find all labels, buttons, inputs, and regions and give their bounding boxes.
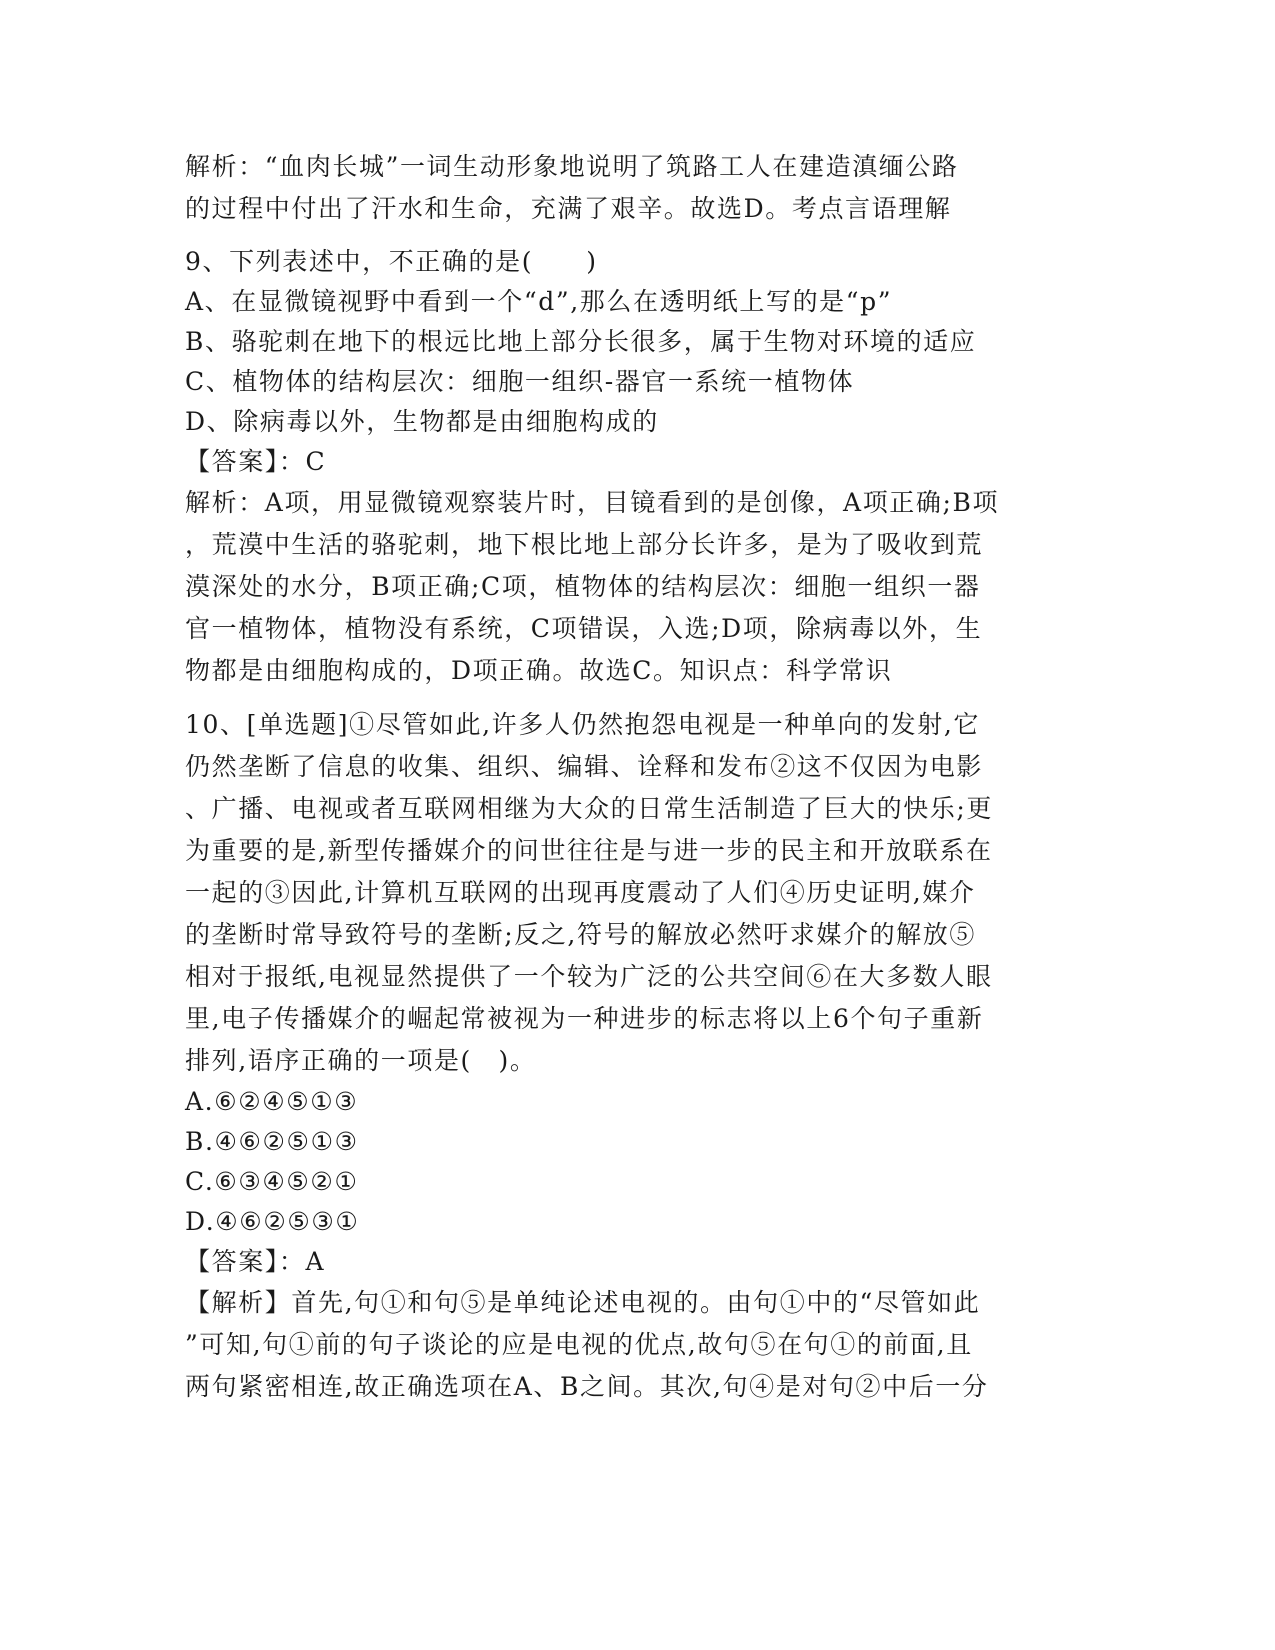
question-9-analysis-line: 解析：A项，用显微镜观察装片时，目镜看到的是创像，A项正确;B项 bbox=[185, 488, 1000, 517]
text-line: 解析：“血肉长城”一词生动形象地说明了筑路工人在建造滇缅公路 bbox=[185, 152, 959, 181]
question-10-stem-line: 仍然垄断了信息的收集、组织、编辑、诠释和发布②这不仅因为电影 bbox=[185, 752, 984, 781]
question-10-analysis-line: 两句紧密相连,故正确选项在A、B之间。其次,句④是对句②中后一分 bbox=[185, 1372, 989, 1401]
question-9-analysis-line: 官一植物体，植物没有系统，C项错误，入选;D项，除病毒以外，生 bbox=[185, 614, 983, 643]
question-9-answer: 【答案】：C bbox=[185, 447, 327, 476]
paragraph-gap bbox=[185, 230, 1055, 242]
paragraph-gap bbox=[185, 692, 1055, 704]
question-10-stem-line: 10、[单选题]①尽管如此,许多人仍然抱怨电视是一种单向的发射,它 bbox=[185, 710, 981, 739]
document-body bbox=[185, 146, 1055, 1408]
question-9-analysis-line: ，荒漠中生活的骆驼刺，地下根比地上部分长许多，是为了吸收到荒 bbox=[185, 530, 984, 559]
text-line: 的过程中付出了汗水和生命，充满了艰辛。故选D。考点言语理解 bbox=[185, 194, 952, 223]
question-10 bbox=[185, 704, 1055, 1408]
question-10-stem-line: 相对于报纸,电视显然提供了一个较为广泛的公共空间⑥在大多数人眼 bbox=[185, 962, 993, 991]
question-9 bbox=[185, 242, 1055, 692]
question-9-option-b: B、骆驼刺在地下的根远比地上部分长很多，属于生物对环境的适应 bbox=[185, 327, 977, 356]
question-9-analysis-line: 漠深处的水分，B项正确;C项，植物体的结构层次：细胞一组织一器 bbox=[185, 572, 981, 601]
question-10-stem-line: 排列,语序正确的一项是( )。 bbox=[185, 1046, 537, 1075]
question-9-analysis-line: 物都是由细胞构成的，D项正确。故选C。知识点：科学常识 bbox=[185, 656, 893, 685]
question-10-option-b: B.④⑥②⑤①③ bbox=[185, 1127, 359, 1156]
question-10-option-c: C.⑥③④⑤②① bbox=[185, 1167, 359, 1196]
question-9-option-a: A、在显微镜视野中看到一个“d”,那么在透明纸上写的是“p” bbox=[185, 287, 893, 316]
question-9-option-d: D、除病毒以外，生物都是由细胞构成的 bbox=[185, 407, 659, 436]
question-10-stem-line: 一起的③因此,计算机互联网的出现再度震动了人们④历史证明,媒介 bbox=[185, 878, 976, 907]
question-10-stem-line: 为重要的是,新型传播媒介的问世往往是与进一步的民主和开放联系在 bbox=[185, 836, 993, 865]
question-9-stem: 9、下列表述中，不正确的是( ) bbox=[185, 247, 598, 276]
question-9-option-c: C、植物体的结构层次：细胞一组织-器官一系统一植物体 bbox=[185, 367, 855, 396]
question-10-analysis-line: 【解析】首先,句①和句⑤是单纯论述电视的。由句①中的“尽管如此 bbox=[185, 1288, 981, 1317]
question-8-analysis bbox=[185, 146, 1055, 230]
question-10-option-d: D.④⑥②⑤③① bbox=[185, 1207, 360, 1236]
question-10-stem-line: 的垄断时常导致符号的垄断;反之,符号的解放必然吁求媒介的解放⑤ bbox=[185, 920, 976, 949]
question-10-option-a: A.⑥②④⑤①③ bbox=[185, 1087, 359, 1116]
question-10-answer: 【答案】：A bbox=[185, 1247, 326, 1276]
question-10-analysis-line: ”可知,句①前的句子谈论的应是电视的优点,故句⑤在句①的前面,且 bbox=[185, 1330, 973, 1359]
question-10-stem-line: 、广播、电视或者互联网相继为大众的日常生活制造了巨大的快乐;更 bbox=[185, 794, 994, 823]
question-10-stem-line: 里,电子传播媒介的崛起常被视为一种进步的标志将以上6个句子重新 bbox=[185, 1004, 984, 1033]
